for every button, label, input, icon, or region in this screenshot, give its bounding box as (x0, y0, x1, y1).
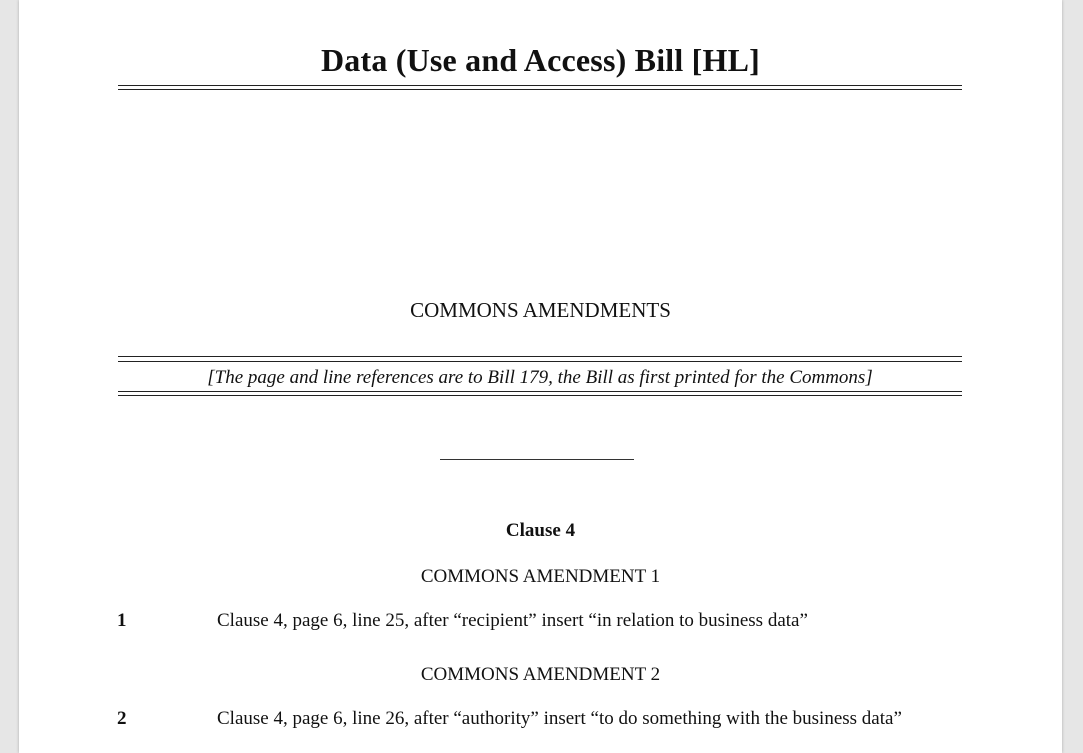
amendment-heading: COMMONS AMENDMENT 2 (420, 664, 661, 685)
amendment-text: Clause 4, page 6, line 26, after “authority” insert “to do something with the business data” (217, 708, 902, 729)
bill-title: Data (Use and Access) Bill [HL] (320, 42, 761, 78)
section-divider (440, 459, 634, 460)
amendment-text: Clause 4, page 6, line 25, after “recipient” insert “in relation to business data” (217, 610, 808, 631)
title-rule-bottom (118, 89, 962, 90)
note-rule-bottom-2 (118, 395, 962, 396)
amendment-number: 1 (117, 610, 127, 631)
amendment-heading: COMMONS AMENDMENT 1 (420, 566, 661, 587)
note-rule-top-1 (118, 356, 962, 357)
document-page (19, 0, 1062, 753)
note-rule-top-2 (118, 361, 962, 362)
reference-note: [The page and line references are to Bill 179, the Bill as first printed for the Commons] (207, 367, 873, 388)
clause-heading: Clause 4 (505, 520, 576, 541)
title-rule-top (118, 85, 962, 86)
amendment-number: 2 (117, 708, 127, 729)
note-rule-bottom-1 (118, 391, 962, 392)
section-subtitle: COMMONS AMENDMENTS (410, 298, 671, 322)
